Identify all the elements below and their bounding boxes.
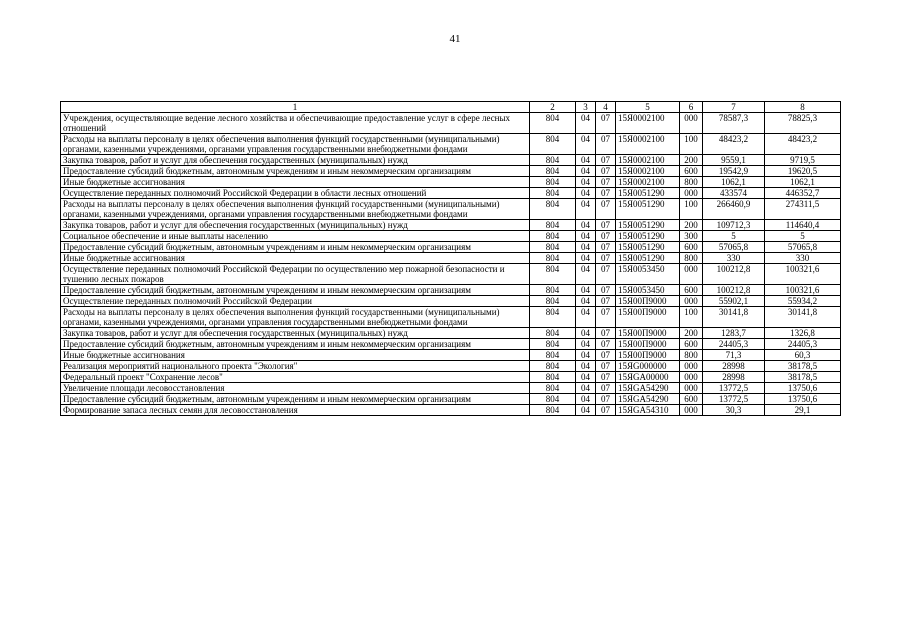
row-expense-type: 600 [680,242,703,253]
row-target-article: 15ЯGA54290 [616,383,680,394]
row-amount-year-1: 330 [703,253,765,264]
row-name: Иные бюджетные ассигнования [61,177,530,188]
row-section: 04 [576,383,596,394]
row-subsection: 07 [596,394,616,405]
row-amount-year-1: 109712,3 [703,220,765,231]
row-amount-year-2: 30141,8 [765,307,841,328]
row-target-article: 15Я0002100 [616,166,680,177]
row-expense-type: 800 [680,253,703,264]
table-row [61,328,841,339]
row-expense-type: 200 [680,328,703,339]
row-section: 04 [576,113,596,134]
row-subsection: 07 [596,199,616,220]
row-amount-year-2: 330 [765,253,841,264]
row-expense-type: 000 [680,372,703,383]
row-expense-type: 100 [680,307,703,328]
row-ministry-code: 804 [530,199,576,220]
row-name: Предоставление субсидий бюджетным, автономным учреждениям и иным некоммерческим организациям [61,339,530,350]
row-name: Осуществление переданных полномочий Российской Федерации в области лесных отношений [61,188,530,199]
row-ministry-code: 804 [530,350,576,361]
page-number: 41 [449,33,461,45]
row-name: Расходы на выплаты персоналу в целях обеспечения выполнения функций государственными (муниципальными) органами, казенными учреждениями, органами управления государственными внебюджетными фондами [61,134,530,155]
row-target-article: 15Я0053450 [616,264,680,285]
row-section: 04 [576,350,596,361]
row-amount-year-2: 100321,6 [765,285,841,296]
row-section: 04 [576,307,596,328]
row-section: 04 [576,253,596,264]
header-col-1: 1 [61,102,530,113]
row-target-article: 15Я00П9000 [616,339,680,350]
row-amount-year-1: 1283,7 [703,328,765,339]
row-expense-type: 000 [680,113,703,134]
row-amount-year-2: 1062,1 [765,177,841,188]
row-subsection: 07 [596,296,616,307]
row-name: Закупка товаров, работ и услуг для обеспечения государственных (муниципальных) нужд [61,220,530,231]
table-row [61,383,841,394]
row-name: Предоставление субсидий бюджетным, автономным учреждениям и иным некоммерческим организациям [61,242,530,253]
row-amount-year-2: 274311,5 [765,199,841,220]
row-subsection: 07 [596,113,616,134]
table-row [61,231,841,242]
row-subsection: 07 [596,188,616,199]
row-subsection: 07 [596,405,616,416]
row-expense-type: 200 [680,220,703,231]
row-amount-year-2: 57065,8 [765,242,841,253]
row-section: 04 [576,394,596,405]
row-amount-year-2: 24405,3 [765,339,841,350]
table-row [61,307,841,328]
table-row [61,113,841,134]
row-expense-type: 000 [680,383,703,394]
table-row [61,166,841,177]
row-amount-year-2: 114640,4 [765,220,841,231]
row-section: 04 [576,339,596,350]
row-amount-year-1: 28998 [703,361,765,372]
row-section: 04 [576,296,596,307]
row-amount-year-2: 5 [765,231,841,242]
row-section: 04 [576,155,596,166]
row-ministry-code: 804 [530,264,576,285]
row-expense-type: 000 [680,188,703,199]
row-ministry-code: 804 [530,372,576,383]
row-subsection: 07 [596,328,616,339]
row-expense-type: 600 [680,339,703,350]
row-ministry-code: 804 [530,405,576,416]
row-amount-year-2: 29,1 [765,405,841,416]
row-section: 04 [576,328,596,339]
row-target-article: 15Я0051290 [616,220,680,231]
row-subsection: 07 [596,339,616,350]
row-target-article: 15Я00П9000 [616,307,680,328]
row-subsection: 07 [596,220,616,231]
row-subsection: 07 [596,361,616,372]
header-col-7: 7 [703,102,765,113]
row-expense-type: 100 [680,199,703,220]
row-target-article: 15ЯG000000 [616,361,680,372]
row-section: 04 [576,405,596,416]
row-section: 04 [576,372,596,383]
row-amount-year-1: 55902,1 [703,296,765,307]
row-amount-year-2: 1326,8 [765,328,841,339]
row-name: Расходы на выплаты персоналу в целях обеспечения выполнения функций государственными (муниципальными) органами, казенными учреждениями, органами управления государственными внебюджетными фондами [61,199,530,220]
row-expense-type: 800 [680,177,703,188]
row-target-article: 15Я00П9000 [616,350,680,361]
table-row [61,350,841,361]
row-amount-year-2: 13750,6 [765,394,841,405]
row-amount-year-2: 38178,5 [765,372,841,383]
budget-table [60,101,841,416]
table-row [61,405,841,416]
row-target-article: 15Я0053450 [616,285,680,296]
row-amount-year-2: 78825,3 [765,113,841,134]
table-row [61,155,841,166]
row-ministry-code: 804 [530,394,576,405]
table-row [61,188,841,199]
row-ministry-code: 804 [530,177,576,188]
row-amount-year-1: 100212,8 [703,264,765,285]
row-amount-year-2: 13750,6 [765,383,841,394]
row-ministry-code: 804 [530,231,576,242]
row-expense-type: 600 [680,394,703,405]
row-subsection: 07 [596,372,616,383]
row-section: 04 [576,177,596,188]
row-expense-type: 000 [680,296,703,307]
row-subsection: 07 [596,166,616,177]
row-name: Иные бюджетные ассигнования [61,253,530,264]
row-subsection: 07 [596,350,616,361]
table-row [61,339,841,350]
row-expense-type: 200 [680,155,703,166]
row-amount-year-2: 55934,2 [765,296,841,307]
row-expense-type: 000 [680,405,703,416]
table-header-row [61,102,841,113]
table-row [61,177,841,188]
row-ministry-code: 804 [530,285,576,296]
row-section: 04 [576,264,596,285]
row-section: 04 [576,242,596,253]
row-amount-year-1: 28998 [703,372,765,383]
row-amount-year-1: 57065,8 [703,242,765,253]
row-name: Социальное обеспечение и иные выплаты населению [61,231,530,242]
row-section: 04 [576,199,596,220]
row-target-article: 15Я0002100 [616,134,680,155]
header-col-6: 6 [680,102,703,113]
row-ministry-code: 804 [530,220,576,231]
row-amount-year-2: 100321,6 [765,264,841,285]
row-name: Закупка товаров, работ и услуг для обеспечения государственных (муниципальных) нужд [61,155,530,166]
row-name: Увеличение площади лесовосстановления [61,383,530,394]
row-section: 04 [576,285,596,296]
row-amount-year-2: 9719,5 [765,155,841,166]
table-row [61,296,841,307]
row-amount-year-1: 13772,5 [703,394,765,405]
row-ministry-code: 804 [530,328,576,339]
row-subsection: 07 [596,383,616,394]
row-amount-year-2: 38178,5 [765,361,841,372]
row-target-article: 15Я0051290 [616,199,680,220]
row-subsection: 07 [596,307,616,328]
row-target-article: 15ЯGA54290 [616,394,680,405]
row-amount-year-2: 60,3 [765,350,841,361]
row-amount-year-2: 446352,7 [765,188,841,199]
row-ministry-code: 804 [530,155,576,166]
row-expense-type: 600 [680,166,703,177]
header-col-8: 8 [765,102,841,113]
row-amount-year-1: 19542,9 [703,166,765,177]
row-name: Формирование запаса лесных семян для лесовосстановления [61,405,530,416]
row-amount-year-1: 24405,3 [703,339,765,350]
row-amount-year-1: 13772,5 [703,383,765,394]
row-target-article: 15Я0051290 [616,231,680,242]
row-target-article: 15Я00П9000 [616,296,680,307]
header-col-3: 3 [576,102,596,113]
row-name: Расходы на выплаты персоналу в целях обеспечения выполнения функций государственными (муниципальными) органами, казенными учреждениями, органами управления государственными внебюджетными фондами [61,307,530,328]
row-target-article: 15Я0002100 [616,155,680,166]
row-ministry-code: 804 [530,253,576,264]
table-row [61,264,841,285]
row-amount-year-1: 100212,8 [703,285,765,296]
row-section: 04 [576,220,596,231]
row-subsection: 07 [596,253,616,264]
table-row [61,220,841,231]
table-row [61,372,841,383]
row-expense-type: 100 [680,134,703,155]
row-target-article: 15Я0051290 [616,253,680,264]
row-amount-year-1: 30141,8 [703,307,765,328]
row-subsection: 07 [596,285,616,296]
row-ministry-code: 804 [530,242,576,253]
row-subsection: 07 [596,264,616,285]
row-amount-year-2: 19620,5 [765,166,841,177]
row-amount-year-1: 433574 [703,188,765,199]
row-subsection: 07 [596,177,616,188]
row-target-article: 15Я0051290 [616,188,680,199]
row-section: 04 [576,361,596,372]
row-ministry-code: 804 [530,166,576,177]
row-expense-type: 800 [680,350,703,361]
row-ministry-code: 804 [530,188,576,199]
row-name: Учреждения, осуществляющие ведение лесного хозяйства и обеспечивающие предоставление услуг в сфере лесных отношений [61,113,530,134]
table-row [61,253,841,264]
row-target-article: 15Я00П9000 [616,328,680,339]
row-amount-year-1: 48423,2 [703,134,765,155]
row-ministry-code: 804 [530,113,576,134]
row-ministry-code: 804 [530,339,576,350]
row-name: Осуществление переданных полномочий Российской Федерации [61,296,530,307]
row-section: 04 [576,188,596,199]
row-amount-year-1: 1062,1 [703,177,765,188]
row-ministry-code: 804 [530,383,576,394]
row-target-article: 15Я0051290 [616,242,680,253]
row-target-article: 15Я0002100 [616,177,680,188]
row-amount-year-2: 48423,2 [765,134,841,155]
row-amount-year-1: 9559,1 [703,155,765,166]
row-name: Предоставление субсидий бюджетным, автономным учреждениям и иным некоммерческим организациям [61,394,530,405]
row-section: 04 [576,134,596,155]
table-row [61,361,841,372]
row-subsection: 07 [596,155,616,166]
row-expense-type: 600 [680,285,703,296]
row-amount-year-1: 78587,3 [703,113,765,134]
header-col-4: 4 [596,102,616,113]
row-target-article: 15ЯGA00000 [616,372,680,383]
table-row [61,199,841,220]
row-name: Закупка товаров, работ и услуг для обеспечения государственных (муниципальных) нужд [61,328,530,339]
row-ministry-code: 804 [530,307,576,328]
row-subsection: 07 [596,242,616,253]
row-expense-type: 000 [680,264,703,285]
row-amount-year-1: 5 [703,231,765,242]
table-row [61,134,841,155]
row-subsection: 07 [596,231,616,242]
row-expense-type: 300 [680,231,703,242]
row-amount-year-1: 266460,9 [703,199,765,220]
row-name: Предоставление субсидий бюджетным, автономным учреждениям и иным некоммерческим организациям [61,285,530,296]
table-row [61,242,841,253]
header-col-2: 2 [530,102,576,113]
row-section: 04 [576,166,596,177]
row-ministry-code: 804 [530,134,576,155]
row-target-article: 15ЯGA54310 [616,405,680,416]
row-target-article: 15Я0002100 [616,113,680,134]
row-subsection: 07 [596,134,616,155]
row-ministry-code: 804 [530,296,576,307]
row-expense-type: 000 [680,361,703,372]
table-row [61,394,841,405]
row-name: Иные бюджетные ассигнования [61,350,530,361]
row-name: Реализация мероприятий национального проекта "Экология" [61,361,530,372]
row-section: 04 [576,231,596,242]
header-col-5: 5 [616,102,680,113]
row-name: Федеральный проект "Сохранение лесов" [61,372,530,383]
row-name: Предоставление субсидий бюджетным, автономным учреждениям и иным некоммерческим организациям [61,166,530,177]
table-row [61,285,841,296]
row-name: Осуществление переданных полномочий Российской Федерации по осуществлению мер пожарной безопасности и тушению лесных пожаров [61,264,530,285]
row-amount-year-1: 30,3 [703,405,765,416]
row-ministry-code: 804 [530,361,576,372]
row-amount-year-1: 71,3 [703,350,765,361]
